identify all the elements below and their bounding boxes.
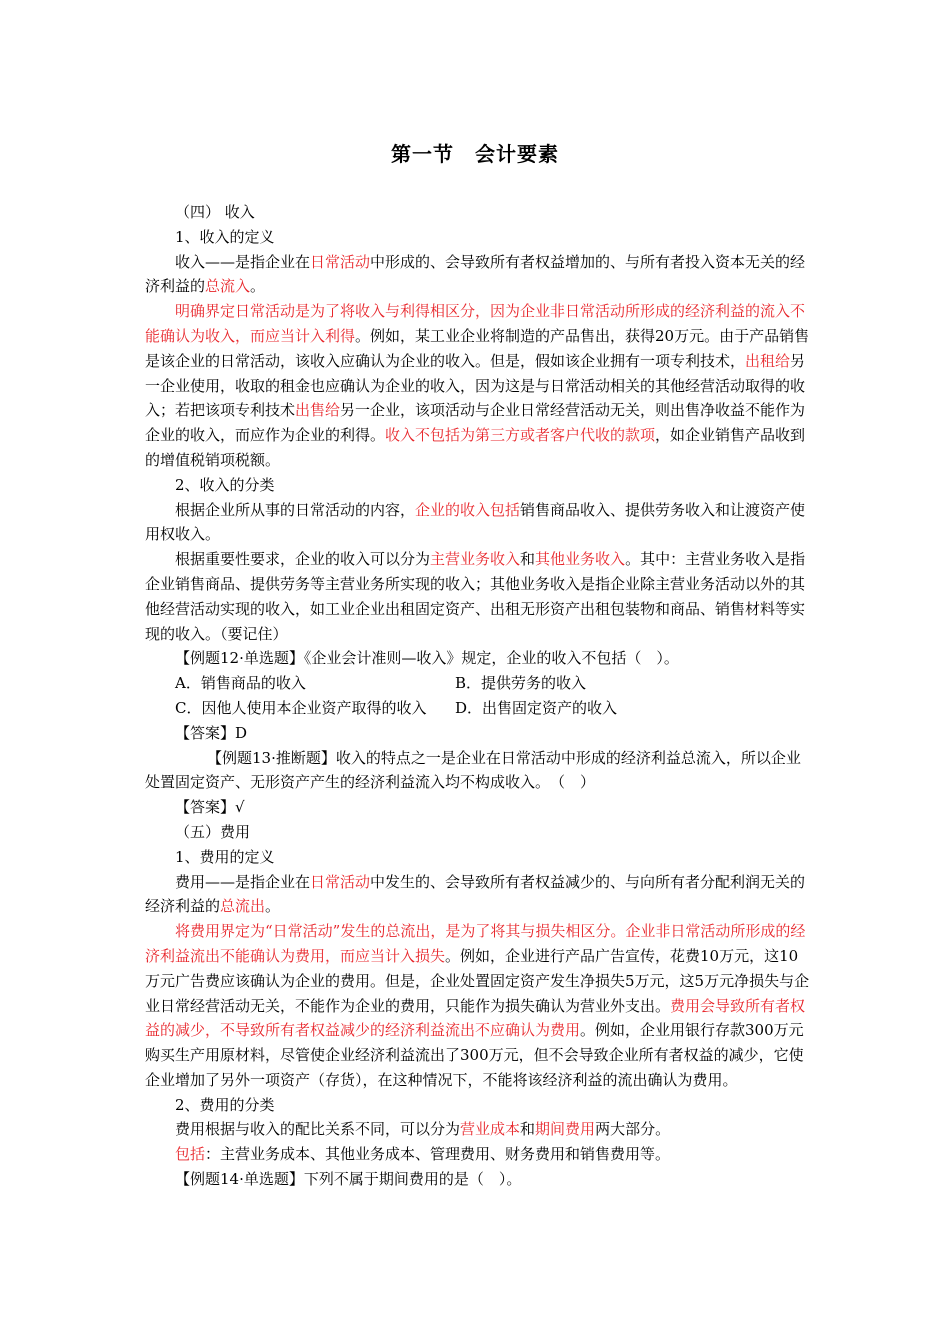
income-classification-content: 根据企业所从事的日常活动的内容，企业的收入包括销售商品收入、提供劳务收入和让渡资产使用权收入。: [145, 500, 806, 544]
section-heading-expense: （五）费用: [175, 822, 251, 841]
income-explanation: 明确界定日常活动是为了将收入与利得相区分，因为企业非日常活动所形成的经济利益的流入不能确认为收入，而应当计入利得。例如，某工业企业将制造的产品售出，获得20万元。由于产品销售是该企业的日常活动，该收入应确认为企业的收入。但是，假如该企业拥有一项专利技术，出租给另一企业使用，收取的租金也应确认为企业的收入，因为这是与日常活动相关的其他经营活动取得的收入；若把该项专利技术出售给另一企业，该项活动与企业日常经营活动无关，则出售净收益不能作为企业的收入，而应作为企业的利得。收入不包括为第三方或者客户代收的款项，如企业销售产品收到的增值税销项税额。: [145, 302, 810, 469]
document-body: [145, 200, 810, 1192]
expense-classification-heading: 2、费用的分类: [175, 1095, 275, 1114]
option-d: D．出售固定资产的收入: [455, 698, 618, 717]
expense-classification-content: 费用根据与收入的配比关系不同，可以分为营业成本和期间费用两大部分。: [175, 1120, 671, 1139]
option-c: C．因他人使用本企业资产取得的收入: [175, 698, 427, 717]
expense-explanation: 将费用界定为“日常活动”发生的总流出，是为了将其与损失相区分。企业非日常活动所形成的经济利益流出不能确认为费用，而应当计入损失。例如，企业进行产品广告宣传，花费10万元，这10万元广告费应该确认为企业的费用。但是，企业处置固定资产发生净损失5万元，这5万元净损失与企业日常经营活动无关，不能作为企业的费用，只能作为损失确认为营业外支出。费用会导致所有者权益的减少，不导致所有者权益减少的经济利益流出不应确认为费用。例如，企业用银行存款300万元购买生产用原材料，尽管使企业经济利益流出了300万元，但不会导致企业所有者权益的减少，它使企业增加了另外一项资产（存货），在这种情况下，不能将该经济利益的流出确认为费用。: [145, 922, 810, 1089]
income-definition: 收入——是指企业在日常活动中形成的、会导致所有者权益增加的、与所有者投入资本无关的经济利益的总流入。: [145, 252, 806, 296]
expense-definition: 费用——是指企业在日常活动中发生的、会导致所有者权益减少的、与向所有者分配利润无关的经济利益的总流出。: [145, 872, 806, 916]
income-classification-heading: 2、收入的分类: [175, 475, 275, 494]
section-heading-income: （四） 收入: [175, 203, 255, 221]
option-a: A．销售商品的收入: [175, 674, 306, 693]
example-12-options-row-2: [145, 696, 810, 721]
page-title: 第一节 会计要素: [391, 142, 559, 166]
expense-classification-includes: 包括：主营业务成本、其他业务成本、管理费用、财务费用和销售费用等。: [175, 1145, 671, 1164]
expense-definition-heading: 1、费用的定义: [175, 847, 275, 866]
example-12-answer: 【答案】D: [175, 723, 248, 742]
income-classification-importance: 根据重要性要求，企业的收入可以分为主营业务收入和其他业务收入。其中：主营业务收入是指企业销售商品、提供劳务等主营业务所实现的收入；其他业务收入是指企业除主营业务活动以外的其他经营活动实现的收入，如工业企业出租固定资产、出租无形资产出租包装物和商品、销售材料等实现的收入。（要记住）: [145, 550, 806, 643]
option-b: B．提供劳务的收入: [455, 674, 587, 693]
example-13-answer: 【答案】√: [175, 798, 245, 817]
example-13-question: 【例题13·推断题】收入的特点之一是企业在日常活动中形成的经济利益总流入，所以企业处置固定资产、无形资产产生的经济利益流入均不构成收入。 （ ）: [145, 748, 801, 792]
example-12-question: 【例题12·单选题】《企业会计准则—收入》规定，企业的收入不包括（ ）。: [175, 649, 679, 668]
income-definition-heading: 1、收入的定义: [175, 227, 275, 246]
example-14-question: 【例题14·单选题】下列不属于期间费用的是（ ）。: [175, 1170, 522, 1189]
example-12-options-row-1: [145, 671, 810, 696]
